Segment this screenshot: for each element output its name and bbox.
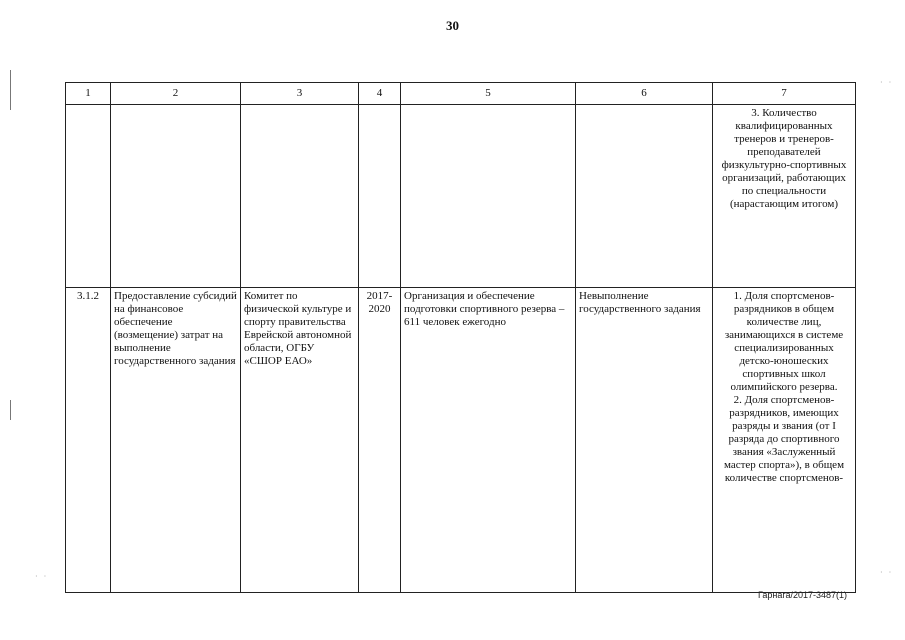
indicator-item: 1. Доля спортсменов-разрядников в общем количестве лиц, занимающихся в системе специализированных детско-юношеских спортивных школ олимпийского резерва. (724, 290, 844, 393)
header-cell: 5 (401, 83, 576, 105)
header-cell: 4 (359, 83, 401, 105)
indicator-cell: 3. Количество квалифицированных тренеров и тренеров-преподавателей физкультурно-спортивных организаций, работающих по специальности (нарастающим итогом) (713, 105, 856, 288)
table-cell (576, 105, 713, 288)
consequences-cell: Невыполнение государственного задания (576, 288, 713, 593)
left-margin-mark (10, 400, 11, 420)
expected-result-cell: Организация и обеспечение подготовки спортивного резерва – 611 человек ежегодно (401, 288, 576, 593)
page-number: 30 (446, 18, 459, 33)
document-table (65, 82, 856, 593)
left-margin-mark (10, 70, 11, 110)
measure-name-cell: Предоставление субсидий на финансовое обеспечение (возмещение) затрат на выполнение государственного задания (111, 288, 241, 593)
header-cell: 3 (241, 83, 359, 105)
table-row (66, 288, 856, 593)
header-cell: 1 (66, 83, 111, 105)
table-cell (401, 105, 576, 288)
document-code: Гарнага/2017-3487(1) (758, 590, 847, 600)
responsible-cell: Комитет по физической культуре и спорту правительства Еврейской автономной области, ОГБУ «СШОР ЕАО» (241, 288, 359, 593)
header-cell: 6 (576, 83, 713, 105)
table-cell (111, 105, 241, 288)
table-row (66, 105, 856, 288)
indicators-cell (713, 288, 856, 593)
period-cell: 2017-2020 (359, 288, 401, 593)
scan-artifact: · · (35, 572, 49, 581)
scan-artifact: · · (880, 78, 894, 87)
indicator-item: 2. Доля спортсменов-разрядников, имеющих разряды и звания (от I разряда до спортивного звания «Заслуженный мастер спорта»), в общем количестве спортсменов- (723, 394, 845, 484)
header-row (66, 83, 856, 105)
item-number-cell: 3.1.2 (66, 288, 111, 593)
table-cell (359, 105, 401, 288)
scan-artifact: · · (880, 568, 894, 577)
header-cell: 2 (111, 83, 241, 105)
table-cell (66, 105, 111, 288)
header-cell: 7 (713, 83, 856, 105)
table-cell (241, 105, 359, 288)
